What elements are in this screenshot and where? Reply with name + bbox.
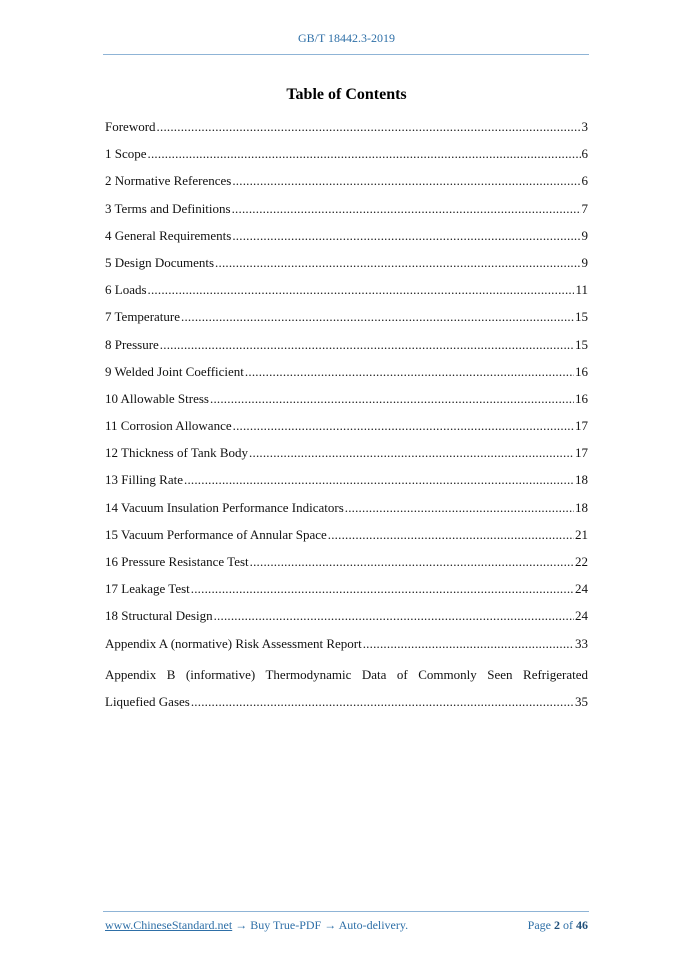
toc-entry-label: 8 Pressure	[105, 336, 159, 352]
toc-entry-page: 15	[575, 309, 588, 325]
toc-entry-page: 33	[575, 635, 588, 651]
toc-entry-page: 21	[575, 526, 588, 542]
toc-entry-page: 7	[581, 200, 588, 216]
toc-entry[interactable]	[105, 199, 588, 226]
toc-leader-dots	[232, 171, 580, 191]
toc-title: Table of Contents	[286, 86, 407, 103]
footer-divider	[103, 911, 589, 912]
toc-leader-dots	[250, 552, 574, 572]
footer-promo-text: → Buy True-PDF → Auto-delivery.	[232, 918, 409, 932]
toc-entry-label: 16 Pressure Resistance Test	[105, 554, 249, 569]
toc-entry-label: Appendix A (normative) Risk Assessment Report	[105, 635, 362, 651]
toc-leader-dots	[157, 117, 581, 137]
toc-entry[interactable]	[105, 498, 588, 525]
toc-entry[interactable]	[105, 634, 588, 661]
toc-entry-label: 12 Thickness of Tank Body	[105, 445, 249, 461]
toc-leader-dots	[233, 416, 574, 436]
toc-entry-page: 3	[581, 119, 588, 134]
toc-leader-dots	[215, 253, 580, 273]
toc-entry-label: 11 Corrosion Allowance	[105, 418, 232, 434]
toc-leader-dots	[249, 443, 574, 463]
toc-entry[interactable]	[105, 226, 588, 253]
toc-leader-dots	[245, 362, 574, 382]
toc-leader-dots	[345, 498, 574, 518]
toc-entry[interactable]	[105, 253, 588, 280]
toc-entry-label: 17 Leakage Test	[105, 581, 190, 597]
toc-leader-dots	[181, 307, 574, 327]
toc-entry-label: 9 Welded Joint Coefficient	[105, 363, 244, 379]
toc-leader-dots	[210, 389, 574, 409]
toc-leader-dots	[191, 579, 574, 599]
toc-entry-label: 3 Terms and Definitions	[105, 200, 231, 216]
toc-entry[interactable]	[105, 389, 588, 416]
page-current: 2	[554, 918, 560, 932]
page-indicator	[528, 918, 588, 933]
toc-entry-label: 13 Filling Rate	[105, 472, 183, 488]
toc-entry-label: 15 Vacuum Performance of Annular Space	[105, 526, 327, 542]
toc-entry-page: 18	[575, 499, 588, 515]
toc-entry[interactable]	[105, 307, 588, 334]
toc-leader-dots	[214, 606, 574, 626]
header-divider	[103, 54, 589, 55]
page-prefix: Page	[527, 918, 551, 932]
running-header: GB/T 18442.3-2019	[297, 31, 396, 45]
page-of: of	[563, 918, 573, 932]
toc-entry-label: 18 Structural Design	[105, 608, 213, 624]
toc-entry-label: 7 Temperature	[105, 309, 181, 325]
toc-entry-page: 17	[575, 445, 588, 461]
page-total: 46	[576, 918, 588, 932]
toc-entry[interactable]	[105, 606, 588, 633]
toc-entry-page: 24	[575, 608, 588, 624]
toc-entry-page: 17	[575, 418, 588, 434]
toc-entry[interactable]	[105, 525, 588, 552]
toc-entry[interactable]	[105, 362, 588, 389]
toc-entry-label-line1: Appendix B (informative) Thermodynamic Data of Commonly Seen Refrigerated	[105, 666, 588, 682]
toc-leader-dots	[363, 634, 574, 654]
toc-entry-page: 18	[575, 472, 588, 488]
toc-entry-page: 11	[575, 282, 588, 298]
toc-entry-page: 15	[575, 336, 588, 352]
toc-entry-appendix-b[interactable]	[105, 661, 588, 715]
toc-entry-page: 22	[575, 554, 588, 569]
toc-entry[interactable]	[105, 416, 588, 443]
toc-entry-label: Foreword	[105, 119, 156, 134]
toc-entry-label-line2: Liquefied Gases	[105, 693, 190, 709]
toc-entry-page: 16	[575, 363, 588, 379]
toc-entry-page: 24	[575, 581, 588, 597]
toc-leader-dots	[160, 335, 574, 355]
toc-entry-page: 6	[581, 173, 588, 189]
toc-entry[interactable]	[105, 144, 588, 171]
toc-entry-label: 6 Loads	[105, 282, 147, 298]
table-of-contents	[105, 117, 588, 715]
toc-entry[interactable]	[105, 552, 588, 579]
toc-entry-label: 4 General Requirements	[105, 227, 232, 243]
toc-leader-dots	[328, 525, 574, 545]
toc-entry-page: 6	[581, 146, 588, 162]
toc-entry[interactable]	[105, 470, 588, 497]
toc-entry-page: 35	[575, 693, 588, 709]
toc-leader-dots	[148, 280, 575, 300]
toc-entry[interactable]	[105, 579, 588, 606]
toc-leader-dots	[191, 688, 574, 715]
toc-entry[interactable]	[105, 280, 588, 307]
toc-entry-label: 14 Vacuum Insulation Performance Indicators	[105, 499, 344, 515]
website-link[interactable]: www.ChineseStandard.net	[105, 918, 233, 932]
toc-entry-label: 5 Design Documents	[105, 254, 215, 270]
toc-leader-dots	[232, 199, 581, 219]
toc-leader-dots	[232, 226, 580, 246]
toc-entry[interactable]	[105, 443, 588, 470]
toc-entry[interactable]	[105, 117, 588, 144]
toc-entry-page: 9	[581, 227, 588, 243]
toc-entry[interactable]	[105, 171, 588, 198]
toc-entry-label: 2 Normative References	[105, 173, 232, 189]
toc-entry-label: 1 Scope	[105, 146, 147, 162]
toc-entry-page: 9	[581, 254, 588, 270]
toc-entry-page: 16	[575, 390, 588, 406]
toc-entry-label: 10 Allowable Stress	[105, 390, 209, 406]
toc-leader-dots	[184, 470, 574, 490]
toc-entry[interactable]	[105, 335, 588, 362]
toc-leader-dots	[148, 144, 581, 164]
